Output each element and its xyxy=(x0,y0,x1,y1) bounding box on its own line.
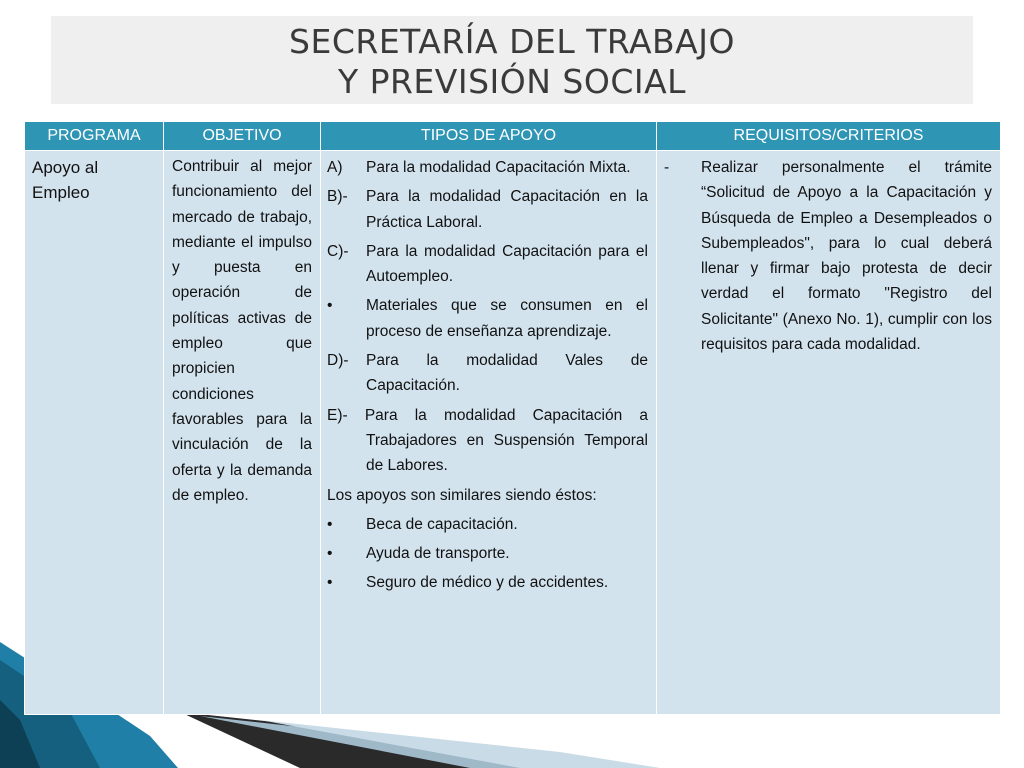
item-marker: C)- xyxy=(327,242,349,260)
header-tipos-de-apoyo: TIPOS DE APOYO xyxy=(321,122,657,151)
requisitos-text: Realizar personalmente el trámite “Solicitud de Apoyo a la Capacitación y Búsqueda de Empleo a Desempleados o Subempleados", para lo cual deberá llenar y firmar bajo protesta de decir verdad el formato "Registro del Solicitante" (Anexo No. 1), cumplir con los requisitos para cada modalidad. xyxy=(701,159,992,354)
bullet-icon: • xyxy=(327,297,333,315)
item-text: Para la modalidad Vales de Capacitación. xyxy=(366,352,648,395)
objetivo-text: Contribuir al mejor funcionamiento del mercado de trabajo, mediante el impulso y puesta en operación de políticas activas de empleo que propicien condiciones favorables para la vinculación de la oferta y la demanda de empleo. xyxy=(172,158,312,504)
list-item xyxy=(327,403,648,479)
programs-table xyxy=(24,121,1001,715)
title-line-2: Y PREVISIÓN SOCIAL xyxy=(337,62,687,101)
item-text: Para la modalidad Capacitación a Trabajadores en Suspensión Temporal de Labores. xyxy=(364,406,648,475)
cell-requisitos xyxy=(657,151,1001,715)
list-item xyxy=(327,184,648,235)
list-item xyxy=(664,155,992,357)
list-item xyxy=(327,348,648,399)
item-text: Para la modalidad Capacitación en la Práctica Laboral. xyxy=(366,188,648,231)
item-marker: - xyxy=(664,159,670,176)
item-text: Para la modalidad Capacitación Mixta. xyxy=(366,159,631,176)
bullet-icon: • xyxy=(327,515,333,533)
list-item xyxy=(327,541,648,566)
item-marker: A) xyxy=(327,159,343,176)
item-marker: E)- xyxy=(327,406,348,424)
cell-programa xyxy=(25,151,164,715)
item-text: Seguro de médico y de accidentes. xyxy=(366,574,609,592)
title-banner xyxy=(51,16,973,104)
table-header-row xyxy=(25,122,1001,151)
table-row xyxy=(25,151,1001,715)
programa-text: Apoyo al Empleo xyxy=(32,158,99,202)
item-text: Para la modalidad Capacitación para el Autoempleo. xyxy=(366,242,648,286)
cell-objetivo xyxy=(164,151,321,715)
cell-tipos-de-apoyo xyxy=(321,151,657,715)
item-text: Los apoyos son similares siendo éstos: xyxy=(327,486,597,504)
header-objetivo: OBJETIVO xyxy=(164,122,321,151)
item-marker: D)- xyxy=(327,352,349,370)
header-requisitos: REQUISITOS/CRITERIOS xyxy=(657,122,1001,151)
item-text: Materiales que se consumen en el proceso de enseñanza aprendizaje. xyxy=(366,297,648,340)
header-programa: PROGRAMA xyxy=(25,122,164,151)
list-item xyxy=(327,293,648,344)
item-text: Beca de capacitación. xyxy=(366,515,518,533)
item-marker: B)- xyxy=(327,188,348,206)
list-item xyxy=(327,155,648,180)
title-line-1: SECRETARÍA DEL TRABAJO xyxy=(289,22,735,61)
list-item xyxy=(327,239,648,290)
bullet-icon: • xyxy=(327,545,333,563)
list-item xyxy=(327,512,648,537)
list-item xyxy=(327,483,648,508)
list-item xyxy=(327,570,648,595)
bullet-icon: • xyxy=(327,574,333,592)
item-text: Ayuda de transporte. xyxy=(366,545,510,563)
